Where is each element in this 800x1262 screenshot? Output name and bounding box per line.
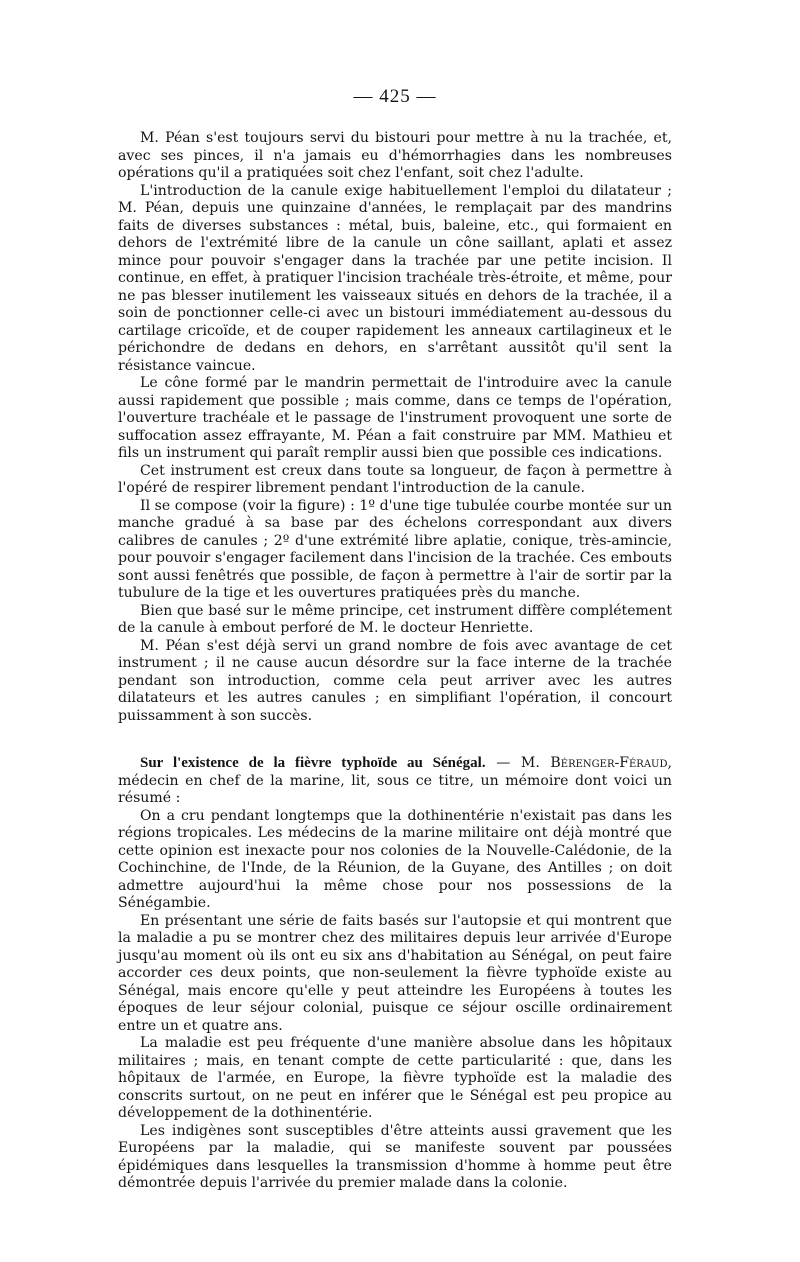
paragraph: Le cône formé par le mandrin permettait de l'introduire avec la canule aussi rapidement que possible ; mais comme, dans ce temps de l'opération, l'ouverture trachéale et le passage de l'instrument provoquent une sorte de suffocation assez effrayante, M. Péan a fait construire par MM. Mathieu et fils un instrument qui paraît remplir aussi bien que possible ces indications. — [118, 375, 672, 461]
paragraph: Il se compose (voir la figure) : 1º d'une tige tubulée courbe montée sur un manche gradué à sa base par des échelons correspondant aux divers calibres de canules ; 2º d'une extrémité libre aplatie, conique, très-amincie, pour pouvoir s'engager facilement dans l'incision de la trachée. Ces embouts sont aussi fenêtrés que possible, de façon à permettre à l'air de sortir par la tubulure de la tige et les ouvertures pratiquées près du manche. — [118, 497, 672, 601]
section-spacer — [118, 725, 672, 755]
paragraph: On a cru pendant longtemps que la dothinentérie n'existait pas dans les régions tropicales. Les médecins de la marine militaire ont déjà montré que cette opinion est inexacte pour nos colonies de la Nouvelle-Calédonie, de la Cochinchine, de l'Inde, de la Réunion, de la Guyane, des Antilles ; on doit admettre aujourd'hui la même chose pour nos possessions de la Sénégambie. — [118, 807, 672, 911]
paragraph: Cet instrument est creux dans toute sa longueur, de façon à permettre à l'opéré de respirer librement pendant l'introduction de la canule. — [118, 462, 672, 496]
paragraph: En présentant une série de faits basés sur l'autopsie et qui montrent que la maladie a pu se montrer chez des militaires depuis leur arrivée d'Europe jusqu'au moment où ils ont eu six ans d'habitation au Sénégal, on peut faire accorder ces deux points, que non-seulement la fièvre typhoïde existe au Sénégal, mais encore qu'elle y peut atteindre les Européens à toutes les époques de leur séjour colonial, puisque ce séjour oscille ordinairement entre un et quatre ans. — [118, 912, 672, 1034]
paragraph: M. Péan s'est toujours servi du bistouri pour mettre à nu la trachée, et, avec ses pinces, il n'a jamais eu d'hémorrhagies dans les nombreuses opérations qu'il a pratiquées soit chez l'enfant, soit chez l'adulte. — [118, 130, 672, 181]
section-heading-paragraph — [118, 755, 672, 808]
author-name: M. Bérenger-Féraud — [520, 755, 668, 771]
section-title: Sur l'existence de la fièvre typhoïde au Sénégal. — [140, 755, 486, 771]
paragraph: M. Péan s'est déjà servi un grand nombre de fois avec avantage de cet instrument ; il ne cause aucun désordre sur la face interne de la trachée pendant son introduction, comme cela peut arriver avec les autres dilatateurs et les autres canules ; en simplifiant l'opération, il concourt puissamment à son succès. — [118, 637, 672, 724]
section-typhoid-senegal — [118, 755, 672, 1193]
page-number: — 425 — — [353, 86, 437, 107]
section-intro: , médecin en chef de la marine, lit, sous ce titre, un mémoire dont voici un résumé : — [118, 755, 672, 806]
paragraph: Les indigènes sont susceptibles d'être atteints aussi gravement que les Européens par la maladie, qui se manifeste souvent par poussées épidémiques dans lesquelles la transmission d'homme à homme peut être démontrée depuis l'arrivée du premier malade dans la colonie. — [118, 1122, 672, 1191]
paragraph: Bien que basé sur le même principe, cet instrument diffère complétement de la canule à embout perforé de M. le docteur Henriette. — [118, 602, 672, 636]
paragraph: L'introduction de la canule exige habituellement l'emploi du dilatateur ; M. Péan, depuis une quinzaine d'années, le remplaçait par des mandrins faits de diverses substances : métal, buis, baleine, etc., qui formaient en dehors de l'extrémité libre de la canule un cône saillant, aplati et assez mince pour pouvoir s'engager dans la trachée par une petite incision. Il continue, en effet, à pratiquer l'incision trachéale très-étroite, et même, pour ne pas blesser inutilement les vaisseaux situés en dehors de la trachée, il a soin de ponctionner celle-ci avec un bistouri immédiatement au-dessous du cartilage cricoïde, et de couper rapidement les anneaux cartilagineux et le périchondre de dedans en dehors, en s'arrêtant aussitôt qu'il sent la résistance vaincue. — [118, 182, 672, 374]
paragraph: La maladie est peu fréquente d'une manière absolue dans les hôpitaux militaires ; mais, en tenant compte de cette particularité : que, dans les hôpitaux de l'armée, en Europe, la fièvre typhoïde est la maladie des conscrits surtout, on ne peut en inférer que le Sénégal est peu propice au développement de la dothinentérie. — [118, 1035, 672, 1121]
title-separator: — — [485, 755, 521, 771]
section-tracheotomy-instrument — [118, 130, 672, 725]
